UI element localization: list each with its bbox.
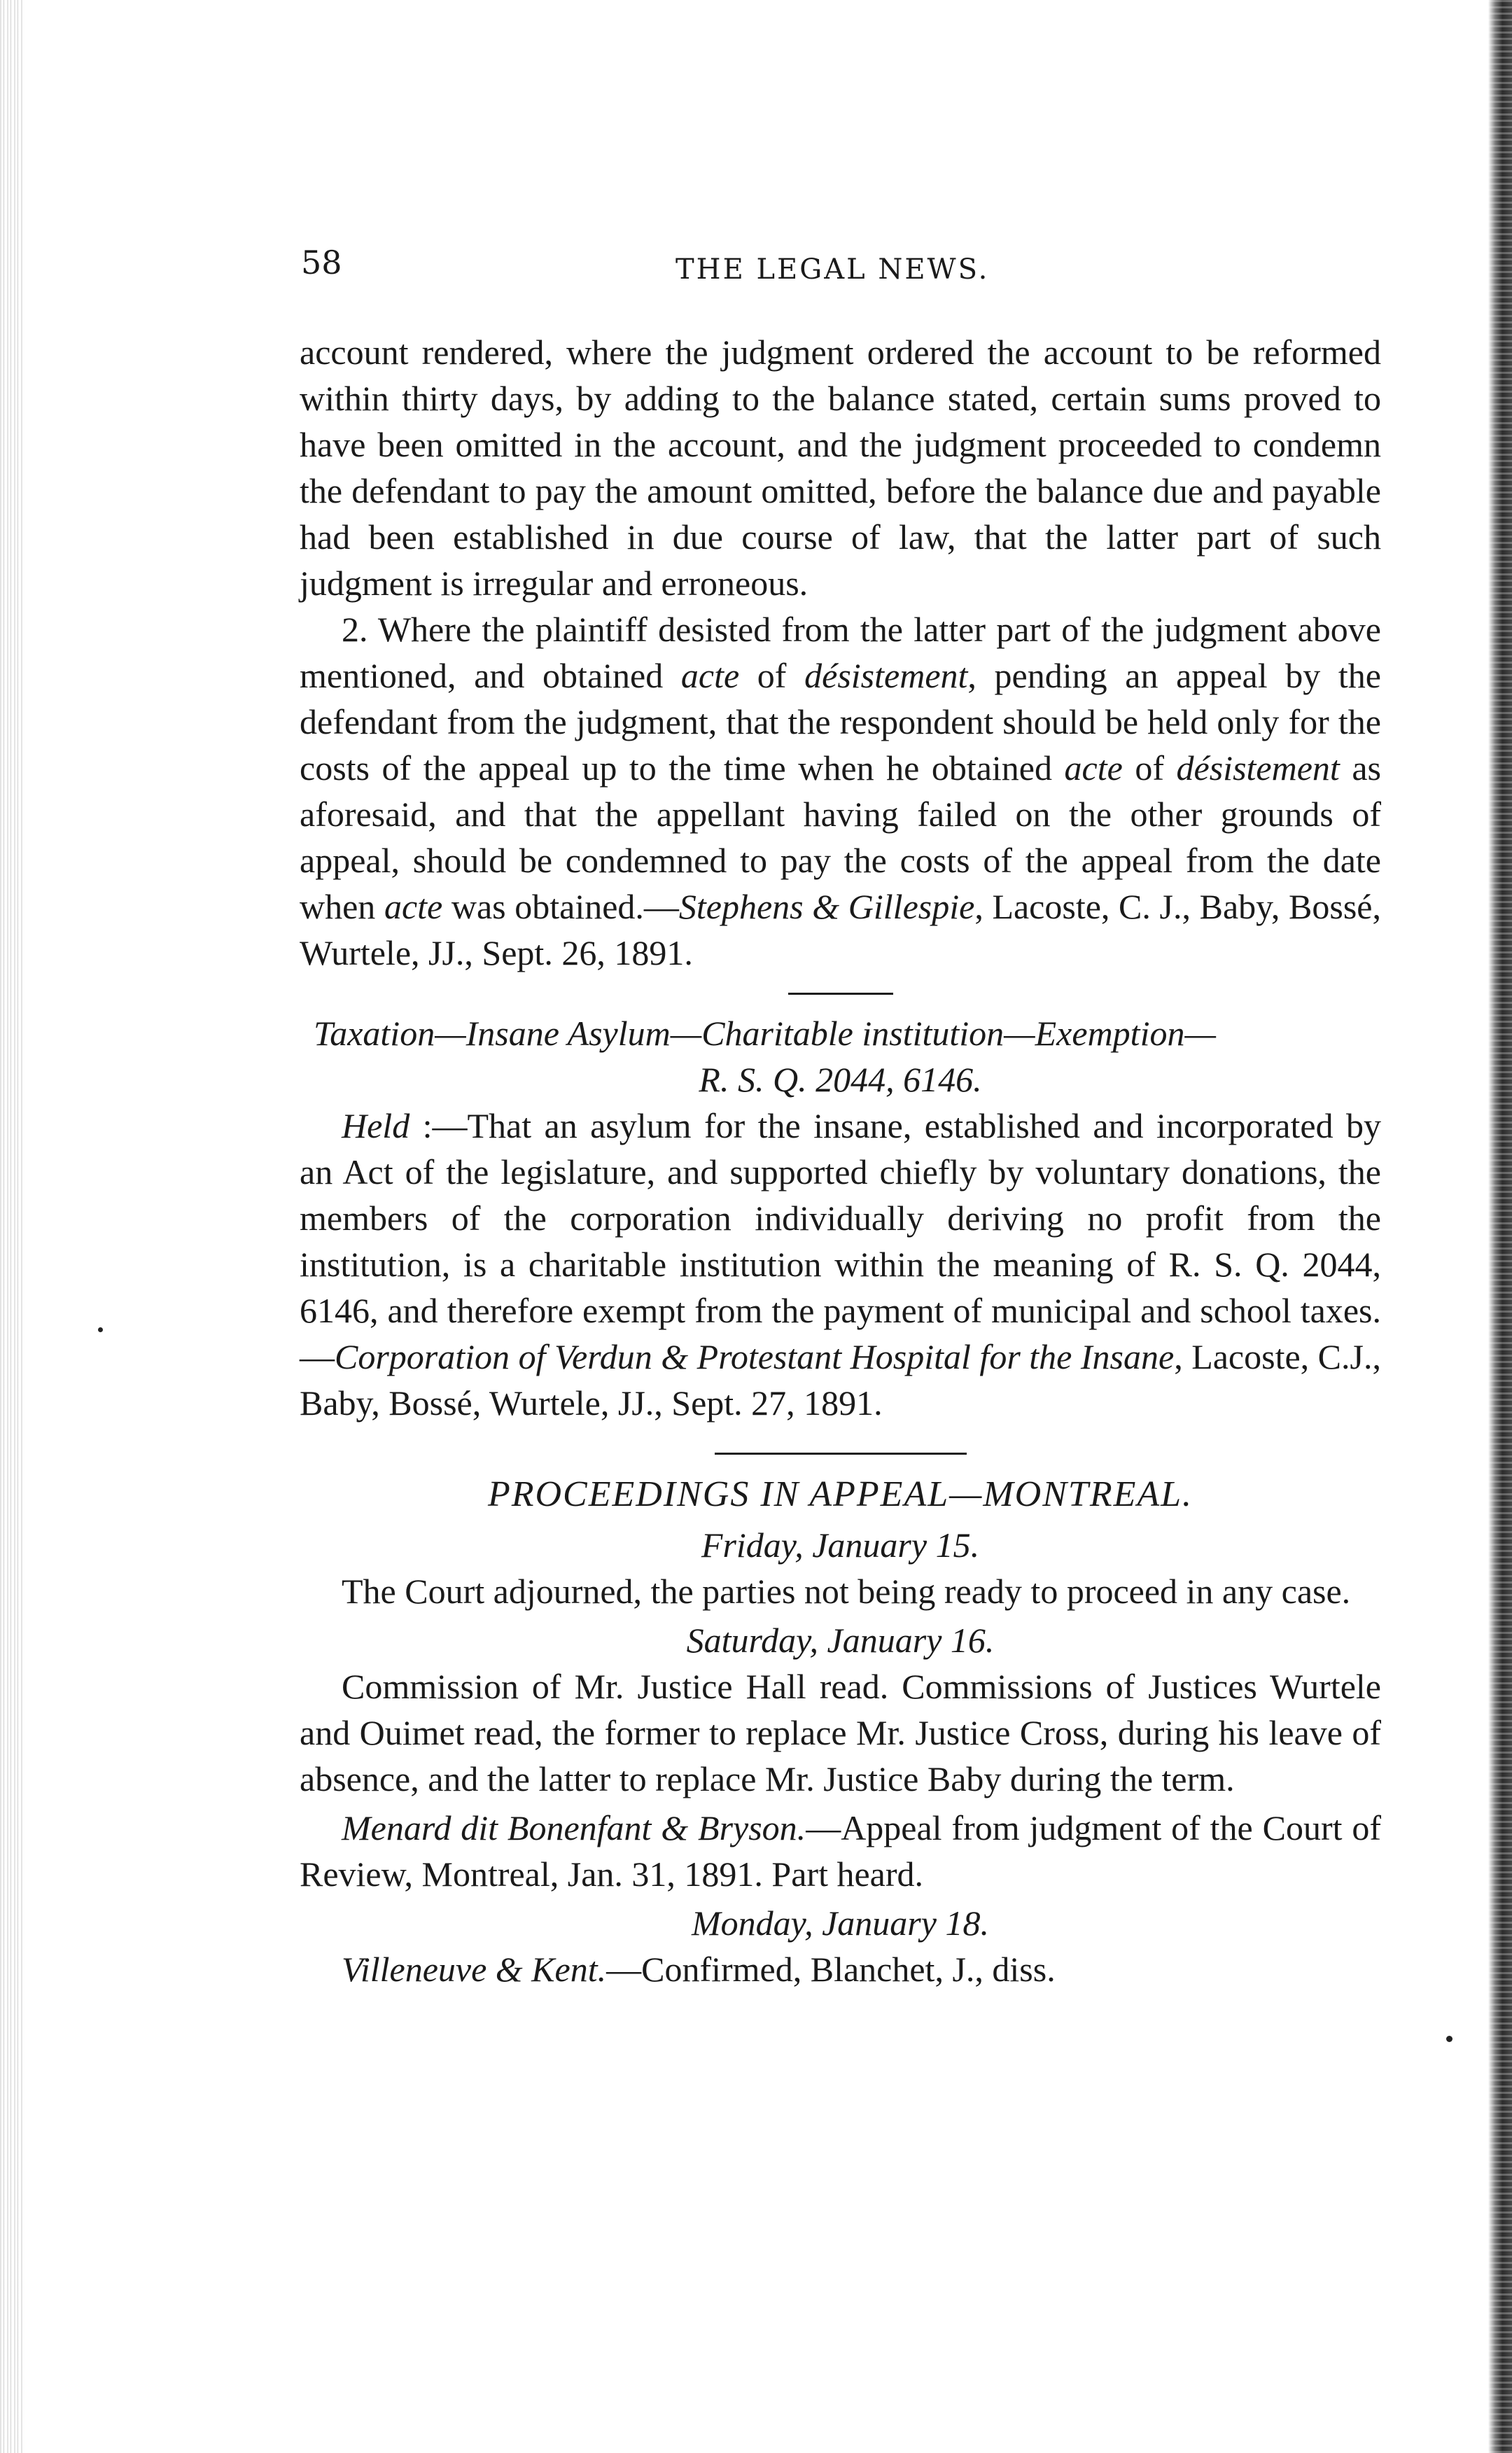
proceedings-heading: PROCEEDINGS IN APPEAL—MONTREAL. bbox=[487, 1474, 1194, 1514]
case-name: Stephens & Gillespie bbox=[678, 887, 975, 926]
case-name: Corporation of Verdun & Protestant Hospital for the Insane bbox=[335, 1337, 1175, 1376]
running-title: THE LEGAL NEWS. bbox=[676, 253, 990, 286]
italic-term: désistement bbox=[1176, 748, 1340, 788]
day-heading-friday bbox=[300, 1522, 1381, 1568]
italic-term: acte bbox=[680, 656, 740, 695]
case1-paragraph2 bbox=[300, 606, 1381, 976]
saturday-entry: Commission of Mr. Justice Hall read. Commissions of Justices Wurtele and Ouimet read, the former to replace Mr. Justice Cross, during his leave of absence, and the latter to replace Mr. Justice Baby during the term. bbox=[300, 1667, 1381, 1798]
italic-term: acte bbox=[1064, 748, 1123, 788]
text-run: , Lacoste, C. J., Baby, Bossé, Wurtele, JJ., Sept. 26, 1891. bbox=[300, 887, 1381, 972]
case2-held-paragraph bbox=[300, 1103, 1381, 1426]
case1-paragraph1: account rendered, where the judgment ordered the account to be reformed within thirty days, by adding to the balance stated, certain sums proved to have been omitted in the account, and the judgment proceeded to condemn the defendant to pay the amount omitted, before the balance due and payable had been established in due course of law, that the latter part of such judgment is irregular and erroneous. bbox=[300, 333, 1381, 603]
case-name: Villeneuve & Kent. bbox=[342, 1950, 607, 1989]
friday-entry: The Court adjourned, the parties not being ready to proceed in any case. bbox=[342, 1572, 1351, 1611]
text-run: —Appeal from judgment of the Court of Review, Montreal, Jan. 31, 1891. Part heard. bbox=[300, 1808, 1381, 1894]
day-heading-text: Saturday, January 16. bbox=[686, 1621, 995, 1660]
scan-speck bbox=[1446, 2036, 1452, 2042]
day-heading-text: Monday, January 18. bbox=[692, 1903, 989, 1943]
right-page-edge bbox=[1488, 0, 1512, 2453]
text-run: was obtained.— bbox=[442, 887, 679, 926]
case2-title-line2: R. S. Q. 2044, 6146. bbox=[699, 1060, 982, 1099]
page-body bbox=[300, 329, 1381, 1992]
page-number: 58 bbox=[301, 244, 342, 281]
day-heading-saturday bbox=[300, 1617, 1381, 1663]
text-run: —Confirmed, Blanchet, J., diss. bbox=[606, 1950, 1056, 1989]
scan-speck bbox=[98, 1327, 103, 1332]
text-run: of bbox=[1122, 748, 1177, 788]
text-run: as aforesaid, and that the appellant having failed on the other grounds of appeal, should be condemned to pay the costs of the appeal from the date when bbox=[300, 748, 1381, 926]
text-run: :—That an asylum for the insane, established and incorporated by an Act of the legislature, and supported chiefly by voluntary donations, the members of the corporation individually deriving no profit from the institution, is a charitable institution within the meaning of R. S. Q. 2044, 6146, and therefore exempt from the payment of municipal and school taxes.— bbox=[300, 1106, 1381, 1376]
case2-title-line1: Taxation—Insane Asylum—Charitable institution—Exemption— bbox=[314, 1014, 1216, 1053]
monday-case-entry bbox=[300, 1946, 1381, 1992]
italic-term: acte bbox=[384, 887, 443, 926]
section-divider bbox=[715, 1453, 967, 1455]
held-label: Held bbox=[342, 1106, 410, 1145]
saturday-case-entry bbox=[300, 1805, 1381, 1897]
text-run: of bbox=[739, 656, 805, 695]
text-run: , Lacoste, C.J., Baby, Bossé, Wurtele, JJ., Sept. 27, 1891. bbox=[300, 1337, 1381, 1423]
italic-term: désistement bbox=[804, 656, 968, 695]
section-divider bbox=[788, 993, 893, 995]
text-run: 2. Where the plaintiff desisted from the latter part of the judgment above mentioned, and obtained bbox=[300, 610, 1381, 695]
day-heading-monday bbox=[300, 1900, 1381, 1946]
day-heading-text: Friday, January 15. bbox=[701, 1525, 980, 1565]
left-page-edge bbox=[0, 0, 24, 2453]
case-name: Menard dit Bonenfant & Bryson. bbox=[342, 1808, 806, 1847]
page-header bbox=[301, 244, 1372, 293]
text-run: , pending an appeal by the defendant from the judgment, that the respondent should be held only for the costs of the appeal up to the time when he obtained bbox=[300, 656, 1381, 788]
